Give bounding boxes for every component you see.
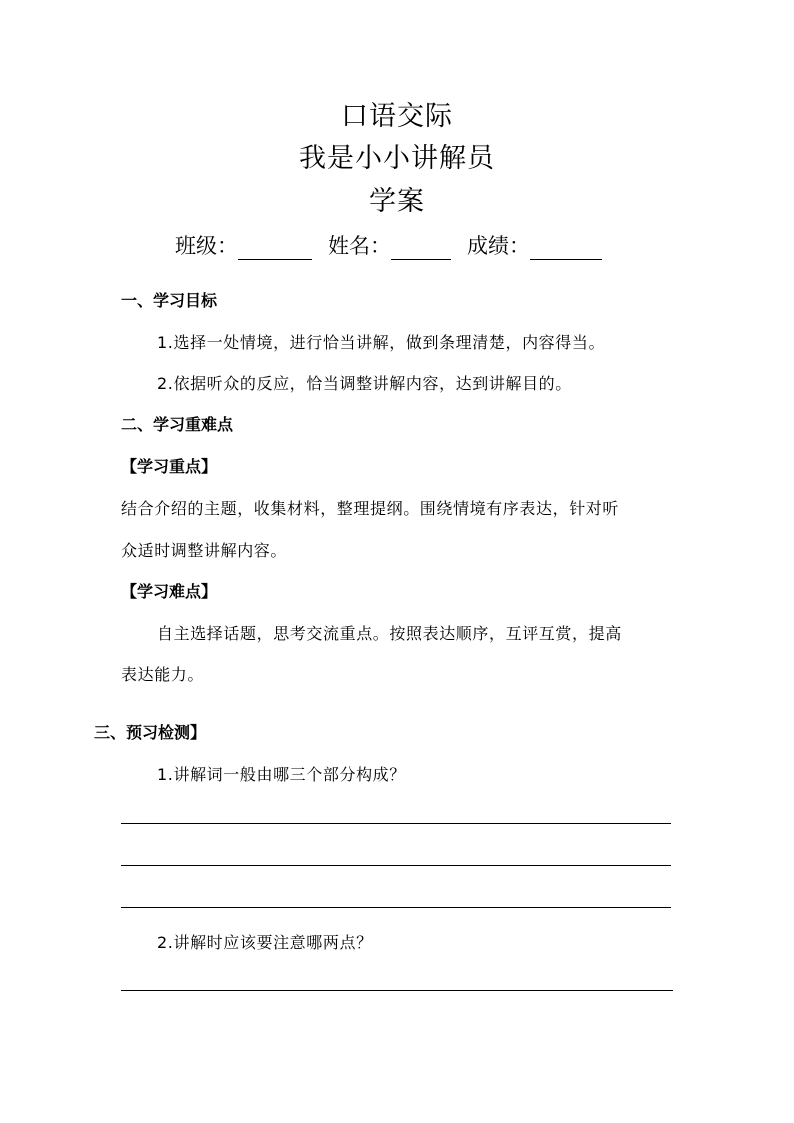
key-points-heading: 【学习重点】	[121, 457, 218, 476]
class-label: 班级：	[175, 234, 238, 258]
difficulties-text-line-1: 自主选择话题，思考交流重点。按照表达顺序，互评互赏，提高	[157, 624, 622, 643]
title-line-3: 学案	[369, 186, 425, 217]
difficulties-heading: 【学习难点】	[121, 582, 218, 601]
score-blank	[530, 235, 602, 260]
answer-line-q1-3	[121, 907, 671, 908]
section3-heading: 三、预习检测】	[94, 723, 207, 742]
answer-line-q2-1	[121, 990, 673, 991]
name-blank	[391, 235, 451, 260]
key-points-text-line-2: 众适时调整讲解内容。	[121, 541, 288, 560]
objective-item-2: 2.依据听众的反应，恰当调整讲解内容，达到讲解目的。	[157, 374, 572, 393]
answer-line-q1-2	[121, 865, 671, 866]
section2-heading: 二、学习重难点	[121, 415, 234, 434]
student-info-row	[175, 228, 602, 260]
answer-line-q1-1	[121, 823, 671, 824]
question-1: 1.讲解词一般由哪三个部分构成？	[157, 765, 406, 784]
objective-item-1: 1.选择一处情境，进行恰当讲解，做到条理清楚，内容得当。	[157, 333, 606, 352]
title-line-2: 我是小小讲解员	[299, 143, 495, 174]
class-blank	[238, 235, 312, 260]
question-2: 2.讲解时应该要注意哪两点？	[157, 933, 373, 952]
key-points-text-line-1: 结合介绍的主题，收集材料，整理提纲。围绕情境有序表达，针对听	[121, 499, 620, 518]
name-label: 姓名：	[328, 234, 391, 258]
title-line-1: 口语交际	[341, 101, 453, 132]
difficulties-text-line-2: 表达能力。	[121, 665, 205, 684]
score-label: 成绩：	[467, 234, 530, 258]
section1-heading: 一、学习目标	[121, 291, 218, 310]
